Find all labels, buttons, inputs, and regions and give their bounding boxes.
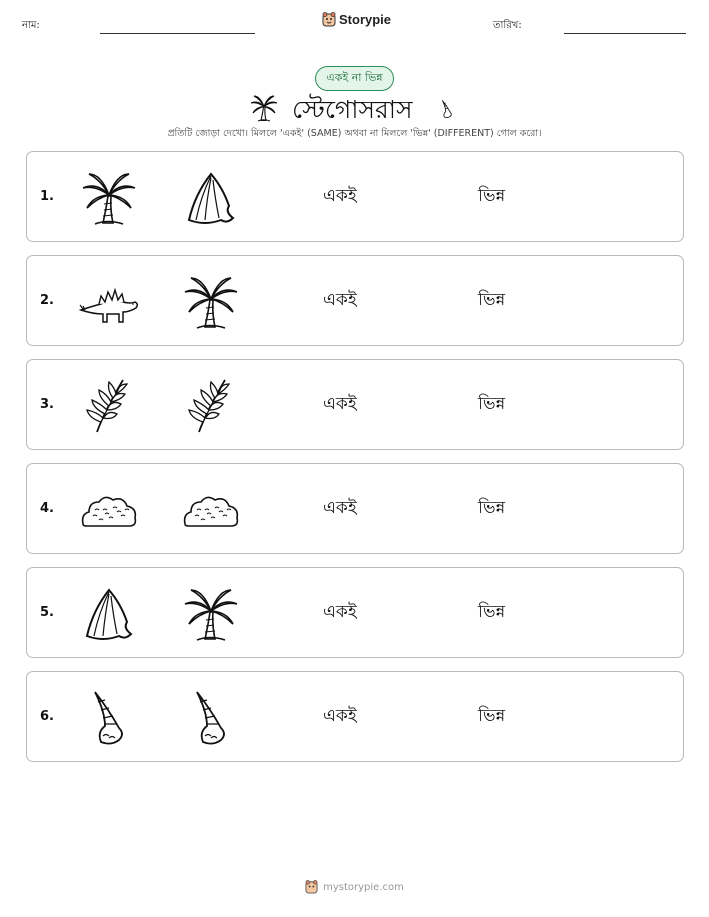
fern-leaf-icon — [181, 376, 241, 436]
option-same[interactable]: একই — [323, 186, 357, 206]
mascot-icon — [322, 12, 336, 27]
brand-name: Storypie — [339, 12, 392, 27]
question-row-3 — [26, 359, 684, 450]
question-row-5 — [26, 567, 684, 658]
option-different[interactable]: ভিন্ন — [478, 602, 506, 622]
footer — [0, 880, 709, 894]
question-number: 1. — [40, 189, 54, 204]
name-label: নাম: — [22, 20, 40, 31]
bush-icon — [181, 480, 241, 540]
question-number: 2. — [40, 293, 54, 308]
instruction-text: প্রতিটি জোড়া দেখো। মিললে 'একই' (SAME) অথবা না মিললে 'ভিন্ন' (DIFFERENT) গোল করো। — [167, 128, 542, 139]
option-same[interactable]: একই — [323, 706, 357, 726]
stegosaurus-icon — [77, 272, 141, 332]
question-number: 4. — [40, 501, 54, 516]
question-number: 6. — [40, 709, 54, 724]
shell-icon — [181, 168, 241, 228]
option-different[interactable]: ভিন্ন — [478, 706, 506, 726]
horn-shell-icon — [79, 688, 139, 748]
name-line[interactable] — [100, 33, 255, 34]
question-row-6 — [26, 671, 684, 762]
option-same[interactable]: একই — [323, 394, 357, 414]
question-row-1 — [26, 151, 684, 242]
option-different[interactable]: ভিন্ন — [478, 498, 506, 518]
question-number: 5. — [40, 605, 54, 620]
option-different[interactable]: ভিন্ন — [478, 290, 506, 310]
palm-tree-icon — [79, 168, 139, 228]
option-same[interactable]: একই — [323, 290, 357, 310]
title-row — [0, 90, 709, 126]
bush-icon — [79, 480, 139, 540]
question-row-2 — [26, 255, 684, 346]
option-different[interactable]: ভিন্ন — [478, 394, 506, 414]
shell-icon — [79, 584, 139, 644]
horn-shell-icon — [437, 94, 457, 124]
option-same[interactable]: একই — [323, 498, 357, 518]
mascot-icon — [305, 880, 318, 894]
page-title: স্টেগোসরাস — [292, 95, 413, 124]
question-number: 3. — [40, 397, 54, 412]
fern-leaf-icon — [79, 376, 139, 436]
date-line[interactable] — [564, 33, 686, 34]
horn-shell-icon — [181, 688, 241, 748]
date-label: তারিখ: — [493, 20, 522, 31]
question-row-4 — [26, 463, 684, 554]
option-different[interactable]: ভিন্ন — [478, 186, 506, 206]
palm-tree-icon — [181, 584, 241, 644]
option-same[interactable]: একই — [323, 602, 357, 622]
brand-logo — [322, 12, 391, 27]
footer-site[interactable]: mystorypie.com — [323, 881, 404, 893]
palm-tree-icon — [181, 272, 241, 332]
palm-tree-icon — [249, 92, 279, 124]
worksheet-type-badge: একই না ভিন্ন — [315, 66, 394, 91]
